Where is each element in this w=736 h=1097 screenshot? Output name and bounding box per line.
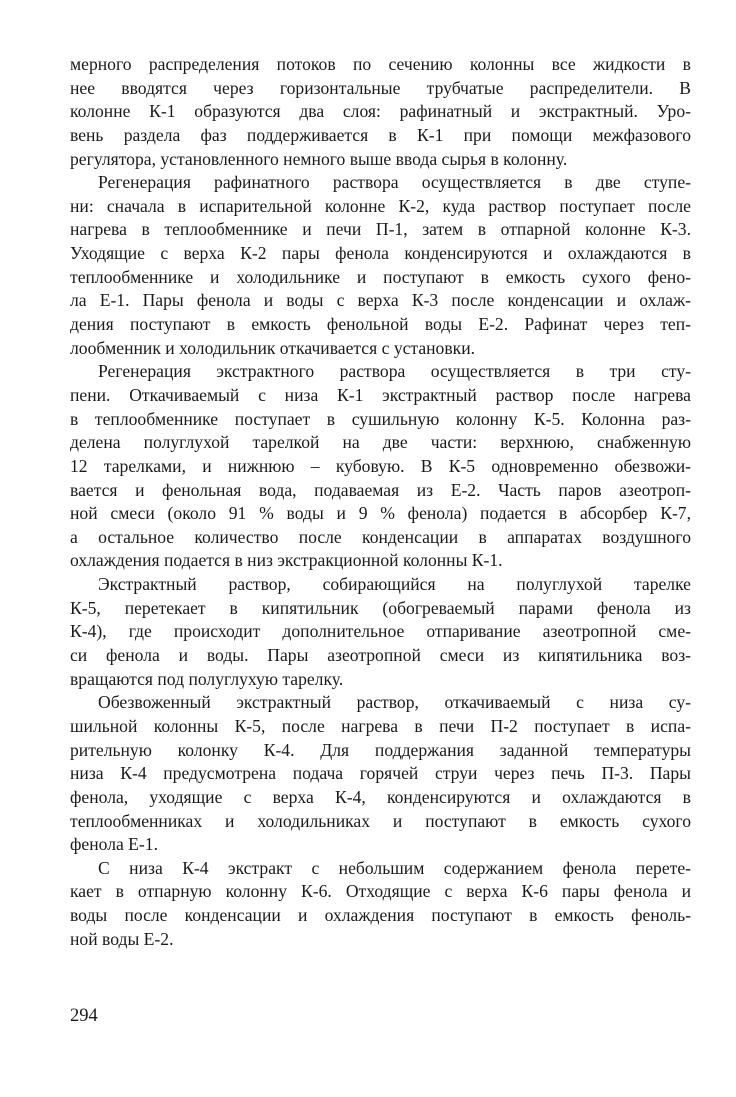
text-line: мерного распределения потоков по сечению колонны все жидкости в bbox=[70, 54, 691, 74]
text-line: К-4), где происходит дополнительное отпаривание азеотропной сме- bbox=[70, 621, 691, 642]
text-line: теплообменнике и холодильнике и поступают в емкость сухого фено- bbox=[70, 266, 691, 287]
text-line: кает в отпарную колонну К-6. Отходящие с верха К-6 пары фенола и bbox=[70, 881, 691, 902]
text-line: ла Е-1. Пары фенола и воды с верха К-3 после конденсации и охлаж- bbox=[70, 290, 691, 311]
text-line: лообменник и холодильник откачивается с установки. bbox=[70, 337, 476, 358]
text-line: си фенола и воды. Пары азеотропной смеси из кипятильника воз- bbox=[70, 645, 691, 666]
text-line: Регенерация экстрактного раствора осуществляется в три сту- bbox=[98, 361, 691, 382]
text-line: регулятора, установленного немного выше ввода сырья в колонну. bbox=[70, 148, 568, 169]
text-line: делена полуглухой тарелкой на две части: верхнюю, снабженную bbox=[70, 432, 691, 453]
text-line: в теплообменнике поступает в сушильную колонну К-5. Колонна раз- bbox=[70, 408, 691, 429]
text-line: 12 тарелками, и нижнюю – кубовую. В К-5 одновременно обезвожи- bbox=[70, 455, 691, 476]
text-line: нее вводятся через горизонтальные трубчатые распределители. В bbox=[70, 77, 691, 98]
text-line: шильной колонны К-5, после нагрева в печи П-2 поступает в испа- bbox=[70, 715, 691, 736]
text-line: фенола, уходящие с верха К-4, конденсируются и охлаждаются в bbox=[70, 786, 691, 807]
text-line: ни: сначала в испарительной колонне К-2, куда раствор поступает после bbox=[70, 195, 691, 216]
text-line: Экстрактный раствор, собирающийся на полуглухой тарелке bbox=[98, 574, 691, 595]
text-line: рительную колонку К-4. Для поддержания заданной температуры bbox=[70, 739, 691, 760]
text-line: ной воды Е-2. bbox=[70, 928, 174, 949]
text-line: дения поступают в емкость фенольной воды Е-2. Рафинат через теп- bbox=[70, 314, 691, 335]
text-line: вращаются под полуглухую тарелку. bbox=[70, 668, 344, 689]
text-line: фенола Е-1. bbox=[70, 834, 158, 855]
page-text-body bbox=[70, 53, 691, 951]
text-line: Уходящие с верха К-2 пары фенола конденсируются и охлаждаются в bbox=[70, 243, 691, 264]
text-line: вается и фенольная вода, подаваемая из Е-2. Часть паров азеотроп- bbox=[70, 479, 691, 500]
text-line: вень раздела фаз поддерживается в К-1 при помощи межфазового bbox=[70, 124, 691, 145]
text-line: Регенерация рафинатного раствора осуществляется в две ступе- bbox=[98, 172, 691, 193]
text-line: колонне К-1 образуются два слоя: рафинатный и экстрактный. Уро- bbox=[70, 101, 691, 122]
text-line: воды после конденсации и охлаждения поступают в емкость феноль- bbox=[70, 905, 691, 926]
text-line: нагрева в теплообменнике и печи П-1, затем в отпарной колонне К-3. bbox=[70, 219, 691, 240]
page-number: 294 bbox=[70, 1006, 98, 1026]
text-line: а остальное количество после конденсации в аппаратах воздушного bbox=[70, 526, 691, 547]
text-line: низа К-4 предусмотрена подача горячей струи через печь П-3. Пары bbox=[70, 763, 691, 784]
text-line: ной смеси (около 91 % воды и 9 % фенола) подается в абсорбер К-7, bbox=[70, 503, 691, 524]
text-line: теплообменниках и холодильниках и поступают в емкость сухого bbox=[70, 810, 691, 831]
text-line: К-5, перетекает в кипятильник (обогреваемый парами фенола из bbox=[70, 597, 691, 618]
text-line: пени. Откачиваемый с низа К-1 экстрактный раствор после нагрева bbox=[70, 384, 691, 405]
text-line: С низа К-4 экстракт с небольшим содержанием фенола перете- bbox=[98, 857, 691, 878]
text-line: Обезвоженный экстрактный раствор, откачиваемый с низа су- bbox=[98, 692, 691, 713]
text-line: охлаждения подается в низ экстракционной колонны К-1. bbox=[70, 550, 503, 571]
